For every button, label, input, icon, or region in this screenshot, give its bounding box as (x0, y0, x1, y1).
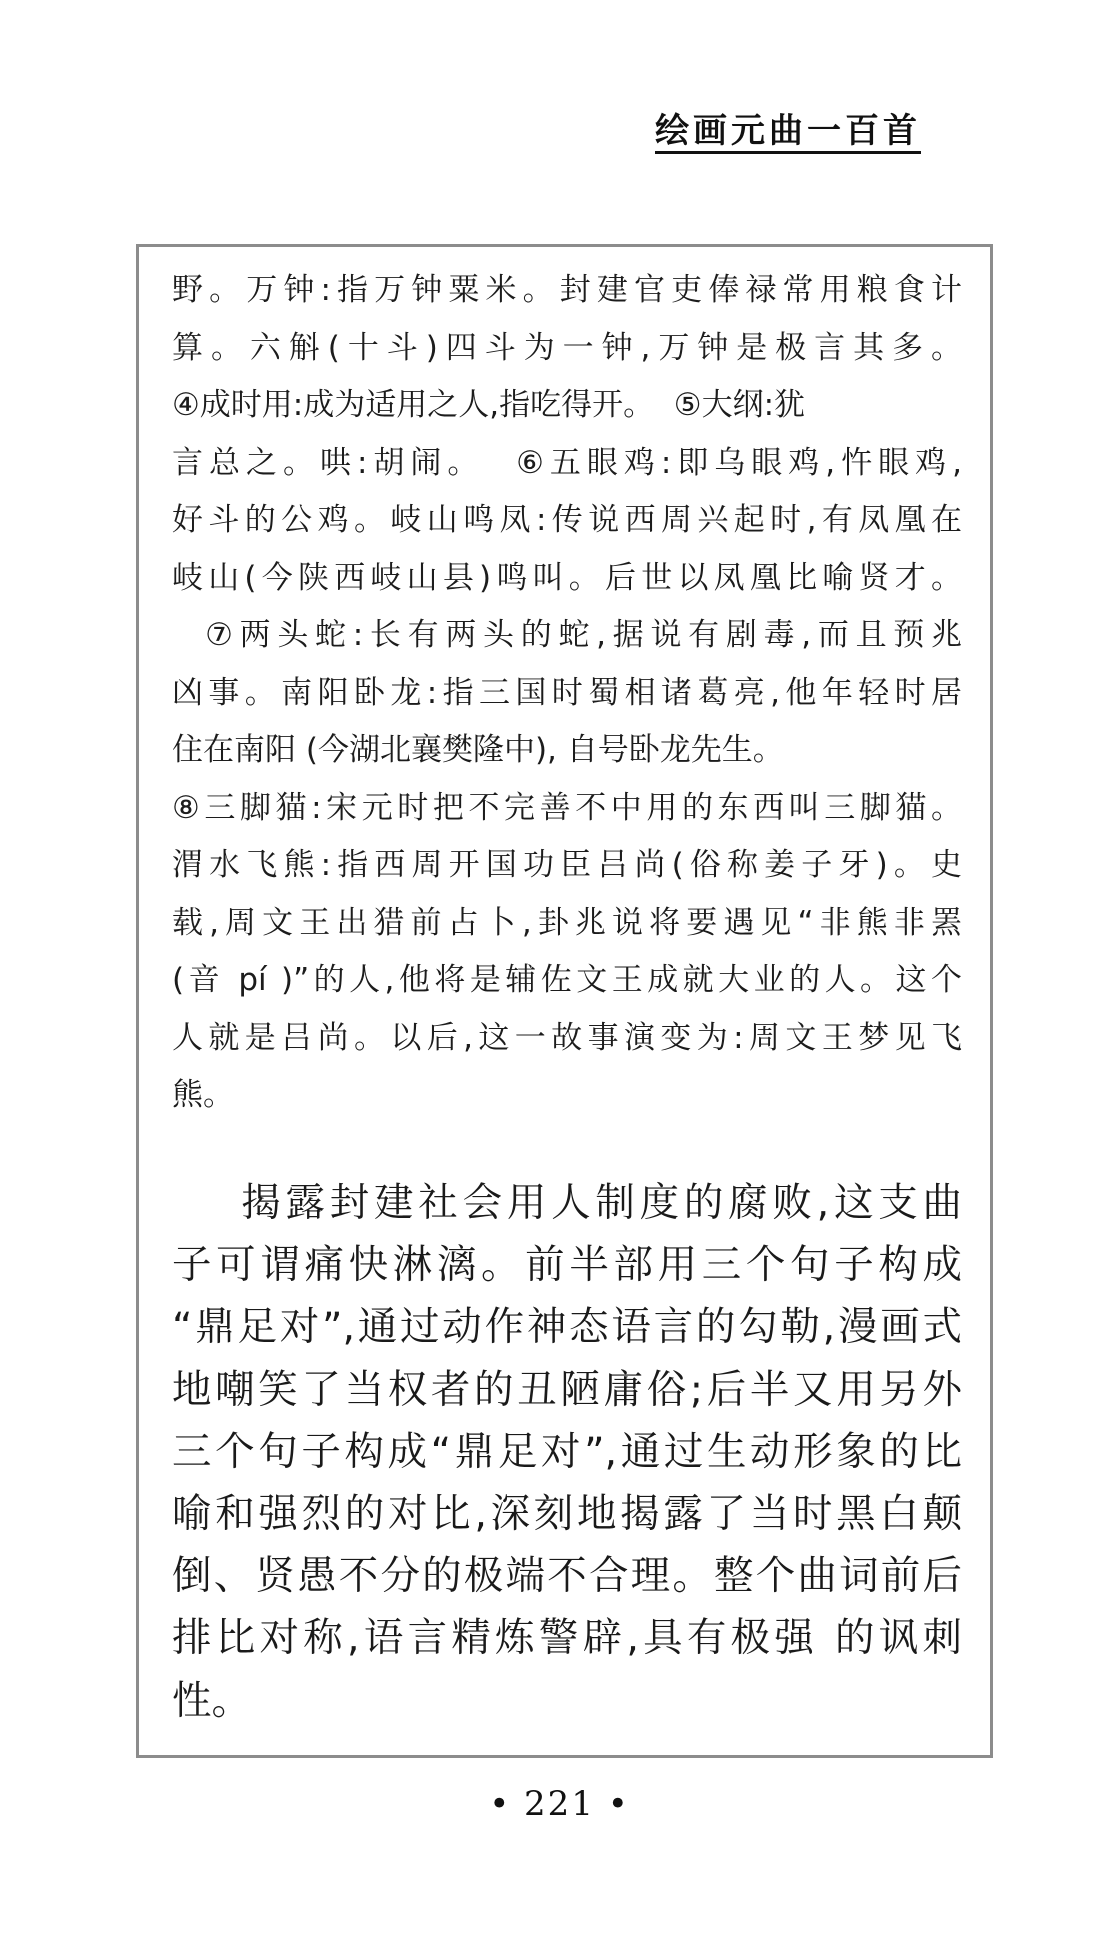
running-title: 绘画元曲一百首 (655, 112, 921, 154)
notes-line: 言总之。哄:胡闹。 ⑥五眼鸡:即乌眼鸡,忤眼鸡, (172, 444, 962, 481)
commentary-line: 子可谓痛快淋漓。前半部用三个句子构成 (172, 1242, 962, 1289)
notes-line: 凶事。南阳卧龙:指三国时蜀相诸葛亮,他年轻时居 (172, 674, 962, 711)
notes-line: ④成时用:成为适用之人,指吃得开。 ⑤大纲:犹 (172, 387, 806, 423)
notes-line: (音 pí )”的人,他将是辅佐文王成就大业的人。这个 (172, 962, 962, 998)
annotation-notes (172, 262, 962, 1125)
notes-line: 熊。 (172, 1077, 234, 1113)
notes-line: ⑧三脚猫:宋元时把不完善不中用的东西叫三脚猫。 (172, 789, 962, 826)
notes-line: 渭水飞熊:指西周开国功臣吕尚(俗称姜子牙)。史 (172, 847, 962, 883)
notes-line: 野。万钟:指万钟粟米。封建官吏俸禄常用粮食计 (172, 272, 962, 308)
page-number: • 221 • (489, 1784, 630, 1824)
notes-line: 住在南阳 (今湖北襄樊隆中), 自号卧龙先生。 (172, 732, 784, 768)
commentary-paragraph (172, 1172, 962, 1732)
commentary-line: 揭露封建社会用人制度的腐败,这支曲 (172, 1180, 962, 1226)
commentary-line: 倒、贤愚不分的极端不合理。整个曲词前后 (172, 1553, 962, 1600)
commentary-line: 性。 (172, 1677, 251, 1724)
commentary-line: 三个句子构成“鼎足对”,通过生动形象的比 (172, 1428, 962, 1475)
notes-line: 载,周文王出猎前占卜,卦兆说将要遇见“非熊非罴 (172, 904, 962, 941)
commentary-line: 地嘲笑了当权者的丑陋庸俗;后半又用另外 (172, 1366, 962, 1413)
notes-line: 算。六斛(十斗)四斗为一钟,万钟是极言其多。 (172, 329, 962, 366)
notes-line: ⑦两头蛇:长有两头的蛇,据说有剧毒,而且预兆 (172, 617, 962, 653)
notes-line: 岐山(今陕西岐山县)鸣叫。后世以凤凰比喻贤才。 (172, 559, 962, 596)
notes-line: 好斗的公鸡。岐山鸣凤:传说西周兴起时,有凤凰在 (172, 502, 962, 538)
commentary-line: “鼎足对”,通过动作神态语言的勾勒,漫画式 (172, 1304, 962, 1351)
commentary-line: 喻和强烈的对比,深刻地揭露了当时黑白颠 (172, 1490, 962, 1537)
commentary-line: 排比对称,语言精炼警辟,具有极强 的讽刺 (172, 1615, 962, 1662)
notes-line: 人就是吕尚。以后,这一故事演变为:周文王梦见飞 (172, 1019, 962, 1056)
